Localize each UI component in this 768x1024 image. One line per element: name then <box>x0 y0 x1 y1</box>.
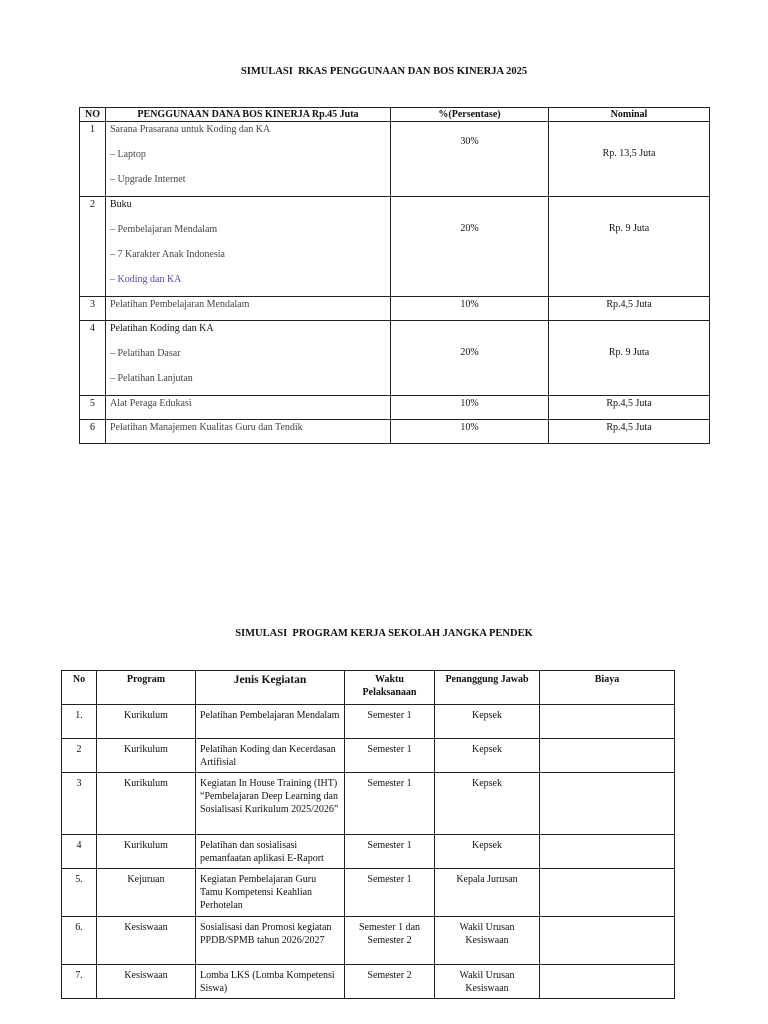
row-nominal: Rp.4,5 Juta <box>549 420 710 444</box>
row-biaya <box>540 739 675 773</box>
row-no: 7. <box>62 965 97 999</box>
row-nominal: Rp.4,5 Juta <box>549 396 710 420</box>
row-nominal: Rp. 13,5 Juta <box>549 122 710 197</box>
row-penanggung-jawab: Wakil Urusan Kesiswaan <box>435 965 540 999</box>
row-program: Kurikulum <box>97 705 196 739</box>
row-program: Kejuruan <box>97 869 196 917</box>
row-no: 4 <box>62 835 97 869</box>
header-biaya: Biaya <box>540 671 675 705</box>
program-header-row <box>62 671 675 705</box>
table-row <box>62 869 675 917</box>
row-penanggung-jawab: Kepala Jurusan <box>435 869 540 917</box>
table-row <box>62 965 675 999</box>
rkas-table <box>79 107 710 444</box>
row-no: 5. <box>62 869 97 917</box>
row-nominal: Rp. 9 Juta <box>549 321 710 396</box>
row-kegiatan: Pelatihan Pembelajaran Mendalam <box>196 705 345 739</box>
table-row <box>80 396 710 420</box>
row-kegiatan: Pelatihan dan sosialisasi pemanfaatan aplikasi E-Raport <box>196 835 345 869</box>
header-nominal: Nominal <box>549 108 710 122</box>
row-penanggung-jawab: Kepsek <box>435 739 540 773</box>
row-main-item: Alat Peraga Edukasi <box>110 398 192 409</box>
row-percentage: 30% <box>391 122 549 197</box>
table-row <box>80 122 710 197</box>
row-main-item: Pelatihan Pembelajaran Mendalam <box>110 299 250 310</box>
header-persentase: %(Persentase) <box>391 108 549 122</box>
row-program: Kurikulum <box>97 773 196 835</box>
row-sub-item: – Pelatihan Dasar <box>110 348 181 359</box>
row-main-item: Buku <box>110 199 132 210</box>
row-biaya <box>540 835 675 869</box>
row-no: 3 <box>80 297 106 321</box>
row-waktu: Semester 1 <box>345 739 435 773</box>
row-waktu: Semester 1 <box>345 773 435 835</box>
row-no: 6. <box>62 917 97 965</box>
row-sub-item: – Upgrade Internet <box>110 174 186 185</box>
header-waktu-pelaksanaan: Waktu Pelaksanaan <box>345 671 435 705</box>
row-description <box>106 396 391 420</box>
row-biaya <box>540 773 675 835</box>
row-no: 1 <box>80 122 106 197</box>
row-no: 2 <box>62 739 97 773</box>
row-waktu: Semester 1 <box>345 869 435 917</box>
table-row <box>80 197 710 297</box>
row-main-item: Sarana Prasarana untuk Koding dan KA <box>110 124 271 135</box>
row-no: 4 <box>80 321 106 396</box>
row-waktu: Semester 1 <box>345 835 435 869</box>
program-kerja-table <box>61 670 675 999</box>
row-percentage: 20% <box>391 321 549 396</box>
table-row <box>62 835 675 869</box>
row-penanggung-jawab: Kepsek <box>435 705 540 739</box>
row-sub-item-highlighted: – Koding dan KA <box>110 274 182 285</box>
row-description <box>106 122 391 197</box>
table-row <box>62 739 675 773</box>
row-waktu: Semester 1 <box>345 705 435 739</box>
header-penggunaan: PENGGUNAAN DANA BOS KINERJA Rp.45 Juta <box>106 108 391 122</box>
row-percentage: 20% <box>391 197 549 297</box>
table-row <box>80 321 710 396</box>
row-program: Kurikulum <box>97 739 196 773</box>
row-main-item: Pelatihan Koding dan KA <box>110 323 214 334</box>
table-row <box>80 297 710 321</box>
row-description <box>106 321 391 396</box>
row-sub-item: – Pembelajaran Mendalam <box>110 224 218 235</box>
row-waktu: Semester 1 dan Semester 2 <box>345 917 435 965</box>
row-sub-item: – 7 Karakter Anak Indonesia <box>110 249 225 260</box>
row-program: Kesiswaan <box>97 965 196 999</box>
program-kerja-title: SIMULASI PROGRAM KERJA SEKOLAH JANGKA PENDEK <box>235 628 533 639</box>
row-nominal: Rp.4,5 Juta <box>549 297 710 321</box>
row-description <box>106 197 391 297</box>
row-program: Kesiswaan <box>97 917 196 965</box>
row-penanggung-jawab: Wakil Urusan Kesiswaan <box>435 917 540 965</box>
header-no: NO <box>80 108 106 122</box>
row-no: 2 <box>80 197 106 297</box>
rkas-header-row <box>80 108 710 122</box>
header-program: Program <box>97 671 196 705</box>
row-biaya <box>540 965 675 999</box>
rkas-title: SIMULASI RKAS PENGGUNAAN DAN BOS KINERJA 2025 <box>240 66 528 77</box>
row-percentage: 10% <box>391 420 549 444</box>
row-kegiatan: Kegiatan In House Training (IHT) “Pembelajaran Deep Learning dan Sosialisasi Kurikulum 2025/2026” <box>196 773 345 835</box>
table-row <box>62 773 675 835</box>
table-row <box>62 917 675 965</box>
row-penanggung-jawab: Kepsek <box>435 835 540 869</box>
row-percentage: 10% <box>391 297 549 321</box>
row-waktu: Semester 2 <box>345 965 435 999</box>
row-kegiatan: Kegiatan Pembelajaran Guru Tamu Kompetensi Keahlian Perhotelan <box>196 869 345 917</box>
table-row <box>62 705 675 739</box>
row-kegiatan: Lomba LKS (Lomba Kompetensi Siswa) <box>196 965 345 999</box>
row-main-item: Pelatihan Manajemen Kualitas Guru dan Tendik <box>110 422 303 433</box>
row-sub-item: – Laptop <box>110 149 146 160</box>
header-no: No <box>62 671 97 705</box>
row-biaya <box>540 917 675 965</box>
row-program: Kurikulum <box>97 835 196 869</box>
row-kegiatan: Pelatihan Koding dan Kecerdasan Artifisial <box>196 739 345 773</box>
table-row <box>80 420 710 444</box>
row-biaya <box>540 705 675 739</box>
row-sub-item: – Pelatihan Lanjutan <box>110 373 193 384</box>
row-nominal: Rp. 9 Juta <box>549 197 710 297</box>
row-description <box>106 297 391 321</box>
header-jenis-kegiatan: Jenis Kegiatan <box>196 671 345 705</box>
row-no: 5 <box>80 396 106 420</box>
row-penanggung-jawab: Kepsek <box>435 773 540 835</box>
row-kegiatan: Sosialisasi dan Promosi kegiatan PPDB/SPMB tahun 2026/2027 <box>196 917 345 965</box>
row-no: 3 <box>62 773 97 835</box>
row-biaya <box>540 869 675 917</box>
row-description <box>106 420 391 444</box>
row-no: 6 <box>80 420 106 444</box>
row-no: 1. <box>62 705 97 739</box>
header-penanggung-jawab: Penanggung Jawab <box>435 671 540 705</box>
row-percentage: 10% <box>391 396 549 420</box>
